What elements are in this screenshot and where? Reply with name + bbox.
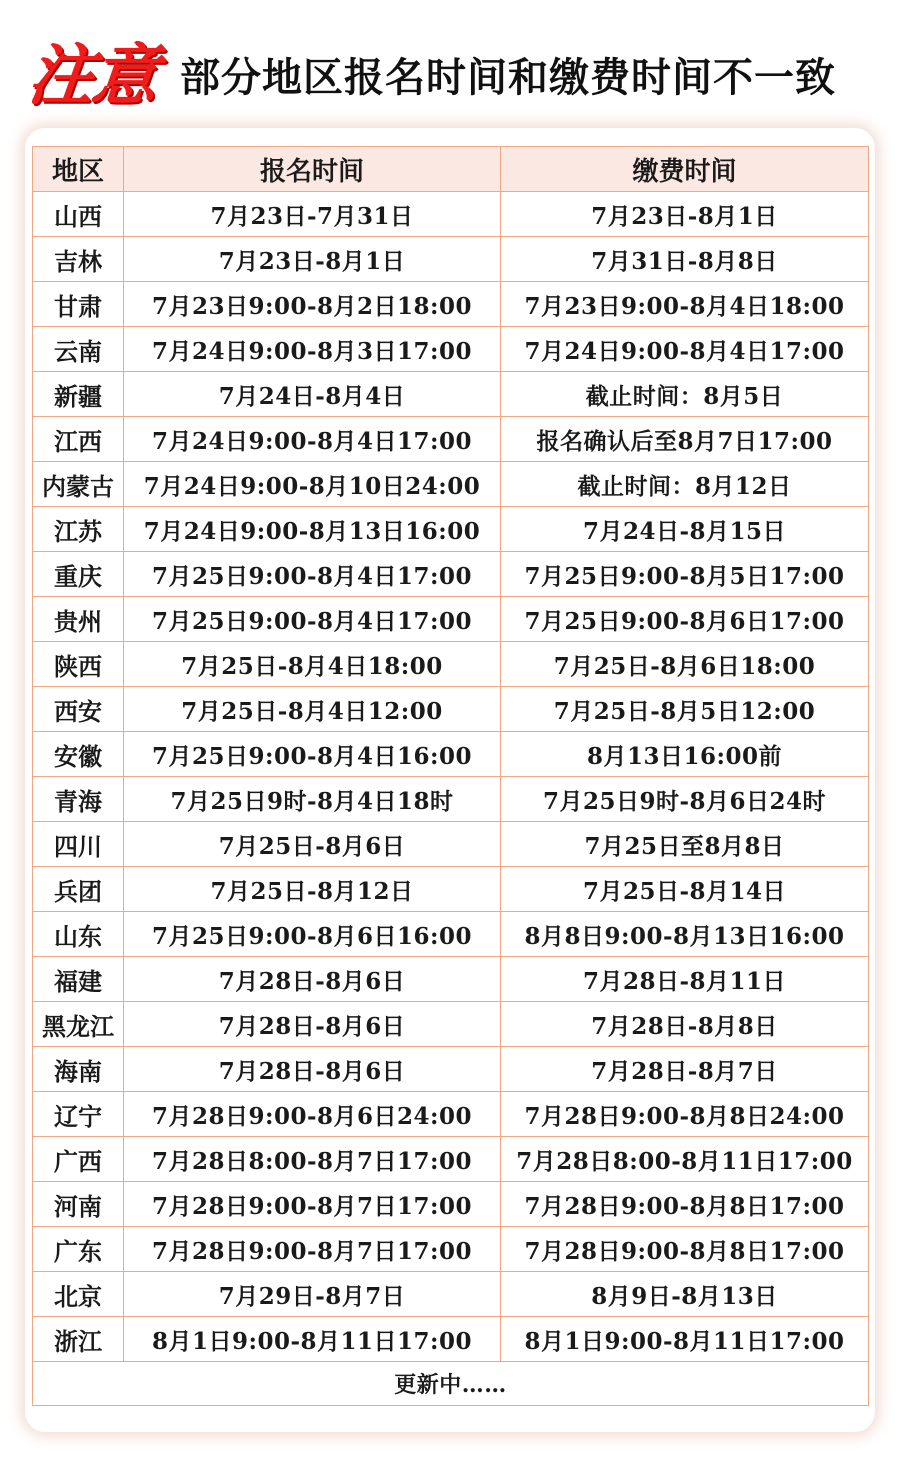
table-row bbox=[33, 372, 869, 417]
table-row bbox=[33, 957, 869, 1002]
payment-time-cell: 8月9日-8月13日 bbox=[501, 1272, 869, 1317]
region-cell: 北京 bbox=[33, 1272, 124, 1317]
payment-time-cell: 8月8日9:00-8月13日16:00 bbox=[501, 912, 869, 957]
region-cell: 海南 bbox=[33, 1047, 124, 1092]
registration-time-cell: 7月28日-8月6日 bbox=[124, 1047, 501, 1092]
registration-time-cell: 7月25日9时-8月4日18时 bbox=[124, 777, 501, 822]
table-row bbox=[33, 1137, 869, 1182]
table-row bbox=[33, 192, 869, 237]
registration-time-cell: 7月25日9:00-8月4日17:00 bbox=[124, 597, 501, 642]
table-row bbox=[33, 552, 869, 597]
table-row bbox=[33, 687, 869, 732]
registration-time-cell: 7月25日-8月4日18:00 bbox=[124, 642, 501, 687]
region-cell: 甘肃 bbox=[33, 282, 124, 327]
region-cell: 新疆 bbox=[33, 372, 124, 417]
registration-time-cell: 7月24日9:00-8月10日24:00 bbox=[124, 462, 501, 507]
registration-time-cell: 7月24日9:00-8月4日17:00 bbox=[124, 417, 501, 462]
registration-time-cell: 7月24日-8月4日 bbox=[124, 372, 501, 417]
table-row bbox=[33, 822, 869, 867]
table-row bbox=[33, 1227, 869, 1272]
table-row bbox=[33, 1002, 869, 1047]
payment-time-cell: 7月28日-8月7日 bbox=[501, 1047, 869, 1092]
table-row bbox=[33, 732, 869, 777]
region-cell: 内蒙古 bbox=[33, 462, 124, 507]
table-row bbox=[33, 1272, 869, 1317]
region-cell: 陕西 bbox=[33, 642, 124, 687]
registration-time-cell: 7月29日-8月7日 bbox=[124, 1272, 501, 1317]
payment-time-cell: 7月25日至8月8日 bbox=[501, 822, 869, 867]
region-cell: 四川 bbox=[33, 822, 124, 867]
region-cell: 重庆 bbox=[33, 552, 124, 597]
table-body bbox=[33, 192, 869, 1362]
region-cell: 吉林 bbox=[33, 237, 124, 282]
payment-time-cell: 7月24日9:00-8月4日17:00 bbox=[501, 327, 869, 372]
registration-time-cell: 7月28日9:00-8月7日17:00 bbox=[124, 1227, 501, 1272]
registration-time-cell: 7月23日9:00-8月2日18:00 bbox=[124, 282, 501, 327]
registration-time-cell: 7月23日-7月31日 bbox=[124, 192, 501, 237]
table-row bbox=[33, 237, 869, 282]
registration-time-cell: 7月25日-8月4日12:00 bbox=[124, 687, 501, 732]
region-cell: 西安 bbox=[33, 687, 124, 732]
registration-time-cell: 7月28日-8月6日 bbox=[124, 1002, 501, 1047]
region-cell: 兵团 bbox=[33, 867, 124, 912]
page-title: 部分地区报名时间和缴费时间不一致 bbox=[180, 55, 836, 101]
region-cell: 福建 bbox=[33, 957, 124, 1002]
table-row bbox=[33, 1182, 869, 1227]
payment-time-cell: 7月24日-8月15日 bbox=[501, 507, 869, 552]
payment-time-cell: 7月25日-8月5日12:00 bbox=[501, 687, 869, 732]
registration-time-cell: 7月25日9:00-8月4日16:00 bbox=[124, 732, 501, 777]
table-row bbox=[33, 912, 869, 957]
region-cell: 江苏 bbox=[33, 507, 124, 552]
column-header-payment-time: 缴费时间 bbox=[501, 147, 869, 192]
updating-note: 更新中…… bbox=[33, 1362, 869, 1406]
payment-time-cell: 截止时间：8月12日 bbox=[501, 462, 869, 507]
registration-time-cell: 7月23日-8月1日 bbox=[124, 237, 501, 282]
registration-time-cell: 7月25日9:00-8月4日17:00 bbox=[124, 552, 501, 597]
registration-time-cell: 7月24日9:00-8月3日17:00 bbox=[124, 327, 501, 372]
region-cell: 广西 bbox=[33, 1137, 124, 1182]
payment-time-cell: 7月23日9:00-8月4日18:00 bbox=[501, 282, 869, 327]
region-cell: 云南 bbox=[33, 327, 124, 372]
registration-time-cell: 7月25日-8月12日 bbox=[124, 867, 501, 912]
region-cell: 青海 bbox=[33, 777, 124, 822]
table-row bbox=[33, 1047, 869, 1092]
table-row bbox=[33, 597, 869, 642]
payment-time-cell: 7月31日-8月8日 bbox=[501, 237, 869, 282]
table-row bbox=[33, 1092, 869, 1137]
region-cell: 山东 bbox=[33, 912, 124, 957]
registration-time-cell: 7月28日9:00-8月7日17:00 bbox=[124, 1182, 501, 1227]
table-row bbox=[33, 327, 869, 372]
payment-time-cell: 7月28日9:00-8月8日17:00 bbox=[501, 1182, 869, 1227]
region-cell: 贵州 bbox=[33, 597, 124, 642]
region-cell: 山西 bbox=[33, 192, 124, 237]
table-footer-row bbox=[33, 1362, 869, 1406]
payment-time-cell: 7月25日9时-8月6日24时 bbox=[501, 777, 869, 822]
registration-time-cell: 7月24日9:00-8月13日16:00 bbox=[124, 507, 501, 552]
registration-time-cell: 7月25日9:00-8月6日16:00 bbox=[124, 912, 501, 957]
payment-time-cell: 7月28日-8月11日 bbox=[501, 957, 869, 1002]
payment-time-cell: 7月23日-8月1日 bbox=[501, 192, 869, 237]
registration-time-cell: 7月25日-8月6日 bbox=[124, 822, 501, 867]
registration-time-cell: 7月28日-8月6日 bbox=[124, 957, 501, 1002]
payment-time-cell: 7月25日9:00-8月6日17:00 bbox=[501, 597, 869, 642]
table-row bbox=[33, 507, 869, 552]
payment-time-cell: 8月13日16:00前 bbox=[501, 732, 869, 777]
schedule-table bbox=[32, 146, 869, 1406]
table-row bbox=[33, 642, 869, 687]
payment-time-cell: 7月28日-8月8日 bbox=[501, 1002, 869, 1047]
table-row bbox=[33, 867, 869, 912]
payment-time-cell: 8月1日9:00-8月11日17:00 bbox=[501, 1317, 869, 1362]
table-row bbox=[33, 282, 869, 327]
region-cell: 河南 bbox=[33, 1182, 124, 1227]
page-header bbox=[24, 36, 888, 116]
payment-time-cell: 7月28日8:00-8月11日17:00 bbox=[501, 1137, 869, 1182]
region-cell: 浙江 bbox=[33, 1317, 124, 1362]
column-header-region: 地区 bbox=[33, 147, 124, 192]
notice-label: 注意 bbox=[24, 37, 161, 114]
payment-time-cell: 7月28日9:00-8月8日17:00 bbox=[501, 1227, 869, 1272]
region-cell: 辽宁 bbox=[33, 1092, 124, 1137]
region-cell: 安徽 bbox=[33, 732, 124, 777]
payment-time-cell: 7月28日9:00-8月8日24:00 bbox=[501, 1092, 869, 1137]
table-row bbox=[33, 1317, 869, 1362]
region-cell: 黑龙江 bbox=[33, 1002, 124, 1047]
region-cell: 江西 bbox=[33, 417, 124, 462]
table-row bbox=[33, 777, 869, 822]
payment-time-cell: 7月25日-8月6日18:00 bbox=[501, 642, 869, 687]
table-row bbox=[33, 417, 869, 462]
payment-time-cell: 报名确认后至8月7日17:00 bbox=[501, 417, 869, 462]
registration-time-cell: 7月28日8:00-8月7日17:00 bbox=[124, 1137, 501, 1182]
payment-time-cell: 7月25日-8月14日 bbox=[501, 867, 869, 912]
registration-time-cell: 8月1日9:00-8月11日17:00 bbox=[124, 1317, 501, 1362]
registration-time-cell: 7月28日9:00-8月6日24:00 bbox=[124, 1092, 501, 1137]
payment-time-cell: 7月25日9:00-8月5日17:00 bbox=[501, 552, 869, 597]
table-row bbox=[33, 462, 869, 507]
table-header-row bbox=[33, 147, 869, 192]
column-header-registration-time: 报名时间 bbox=[124, 147, 501, 192]
payment-time-cell: 截止时间：8月5日 bbox=[501, 372, 869, 417]
region-cell: 广东 bbox=[33, 1227, 124, 1272]
